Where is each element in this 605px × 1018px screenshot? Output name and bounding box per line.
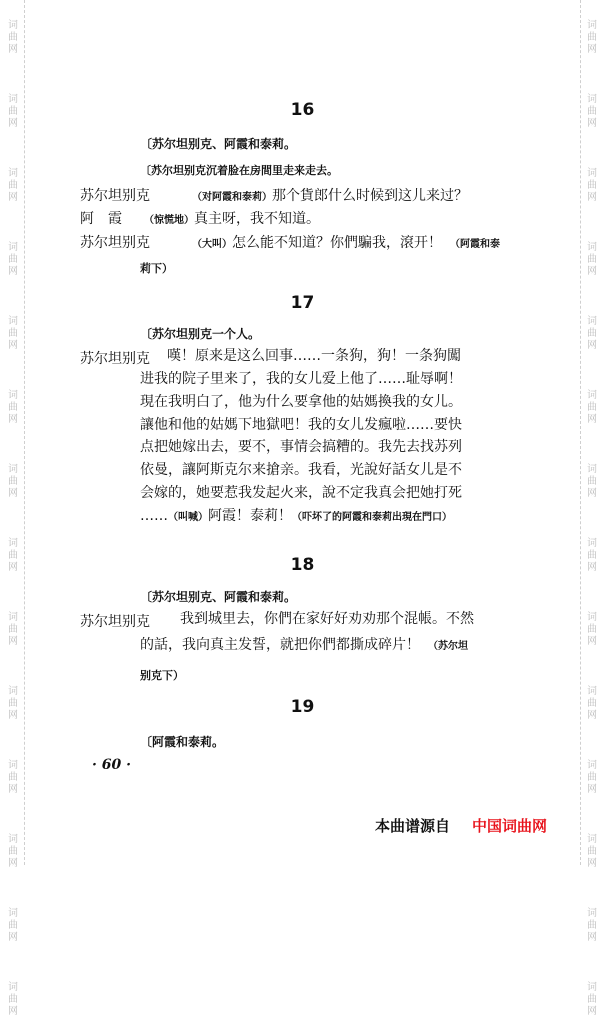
scene-18-stage-direction: 〔苏尔坦别克、阿霞和泰莉。 <box>140 590 297 604</box>
watermark-char: 网 <box>587 858 597 869</box>
watermark-group <box>587 168 597 204</box>
watermark-char: 网 <box>8 192 18 203</box>
watermark-char: 曲 <box>587 180 597 191</box>
watermark-char: 曲 <box>8 994 18 1005</box>
watermark-char: 网 <box>587 414 597 425</box>
scene-18-number: 18 <box>290 555 315 575</box>
dialogue-text: 真主呀，我不知道。 <box>194 211 320 227</box>
watermark-char: 曲 <box>587 698 597 709</box>
watermark-char: 曲 <box>8 476 18 487</box>
watermark-char: 网 <box>8 414 18 425</box>
page-number: · 60 · <box>92 757 131 773</box>
watermark-char: 词 <box>587 390 597 401</box>
watermark-char: 网 <box>8 118 18 129</box>
watermark-char: 网 <box>8 1006 18 1017</box>
scene-17-stage-direction: 〔苏尔坦别克一个人。 <box>140 327 261 341</box>
ellipsis: …… <box>140 507 168 524</box>
scene-18-line-2 <box>140 634 485 659</box>
watermark-group <box>587 316 597 352</box>
watermark-char: 词 <box>8 242 18 253</box>
watermark-char: 网 <box>587 118 597 129</box>
scene-19-stage-direction: 〔阿霞和泰莉。 <box>140 735 225 749</box>
watermark-char: 词 <box>8 538 18 549</box>
watermark-char: 网 <box>587 340 597 351</box>
watermark-char: 网 <box>587 1006 597 1017</box>
scene-16-line-3 <box>80 232 500 252</box>
watermark-char: 网 <box>8 44 18 55</box>
scene-16-stage-direction: 〔苏尔坦别克、阿霞和泰莉。 <box>140 137 297 151</box>
watermark-group <box>8 464 18 500</box>
scene-16-line-1 <box>80 185 468 205</box>
watermark-char: 曲 <box>8 624 18 635</box>
scene-16-line-2 <box>80 208 320 228</box>
watermark-char: 曲 <box>587 254 597 265</box>
watermark-char: 曲 <box>8 328 18 339</box>
watermark-char: 词 <box>587 982 597 993</box>
watermark-group <box>8 908 18 944</box>
watermark-char: 曲 <box>587 846 597 857</box>
watermark-group <box>587 908 597 944</box>
watermark-group <box>8 316 18 352</box>
dialogue-text: 那个貨郎什么时候到这儿来过？ <box>272 188 468 204</box>
watermark-char: 网 <box>587 266 597 277</box>
scene-16-exit-continued: 莉下） <box>140 262 173 275</box>
watermark-char: 曲 <box>587 32 597 43</box>
watermark-char: 词 <box>8 94 18 105</box>
watermark-group <box>587 242 597 278</box>
watermark-char: 词 <box>8 760 18 771</box>
watermark-char: 网 <box>8 562 18 573</box>
dialogue-text: 的話，我向真主发誓，就把你們都撕成碎片！ <box>140 637 420 653</box>
watermark-char: 词 <box>587 760 597 771</box>
watermark-char: 词 <box>587 834 597 845</box>
monologue-line: 現在我明白了，他为什么要拿他的姑媽換我的女儿。 <box>140 393 462 410</box>
monologue-last-line <box>140 505 485 530</box>
watermark-char: 词 <box>8 834 18 845</box>
watermark-group <box>8 20 18 56</box>
watermark-group <box>8 982 18 1018</box>
watermark-char: 曲 <box>8 846 18 857</box>
speaker-name: 苏尔坦别克 <box>80 188 150 204</box>
watermark-group <box>8 760 18 796</box>
watermark-char: 曲 <box>587 624 597 635</box>
watermark-char: 词 <box>587 686 597 697</box>
source-footer <box>375 815 547 836</box>
monologue-line: 点把她嫁出去，要不，事情会搞糟的。我先去找苏列 <box>140 439 462 456</box>
watermark-char: 曲 <box>8 32 18 43</box>
watermark-group <box>587 390 597 426</box>
watermark-char: 词 <box>587 94 597 105</box>
left-watermark-strip <box>2 0 25 1017</box>
watermark-char: 曲 <box>587 106 597 117</box>
speaker-name: 苏尔坦别克 <box>80 235 150 251</box>
source-prefix: 本曲谱源自 <box>375 817 451 835</box>
watermark-char: 曲 <box>8 698 18 709</box>
watermark-char: 词 <box>8 168 18 179</box>
watermark-char: 网 <box>587 488 597 499</box>
watermark-char: 曲 <box>587 402 597 413</box>
stage-paren: （叫喊） <box>168 511 208 523</box>
watermark-char: 网 <box>8 636 18 647</box>
watermark-char: 网 <box>587 44 597 55</box>
watermark-char: 词 <box>587 612 597 623</box>
watermark-char: 网 <box>8 932 18 943</box>
watermark-char: 曲 <box>8 920 18 931</box>
watermark-char: 网 <box>587 932 597 943</box>
watermark-char: 曲 <box>8 402 18 413</box>
watermark-char: 词 <box>8 20 18 31</box>
scene-17-monologue-body <box>140 368 485 530</box>
watermark-char: 词 <box>8 612 18 623</box>
watermark-char: 曲 <box>587 994 597 1005</box>
watermark-char: 词 <box>8 464 18 475</box>
watermark-char: 曲 <box>587 920 597 931</box>
monologue-line: 嘆！原来是这么回事……一条狗，狗！一条狗闖 <box>167 348 461 364</box>
exit-paren: （阿霞和泰 <box>450 239 500 250</box>
monologue-line: 会嫁的，她要惹我发起火来，說不定我真会把她打死 <box>140 484 462 501</box>
watermark-group <box>587 464 597 500</box>
watermark-group <box>8 242 18 278</box>
dialogue-line: 我到城里去，你們在家好好劝劝那个混帳。不然 <box>180 611 474 627</box>
watermark-char: 词 <box>587 908 597 919</box>
watermark-char: 曲 <box>8 106 18 117</box>
watermark-char: 词 <box>587 538 597 549</box>
watermark-char: 网 <box>587 710 597 721</box>
scene-17-number: 17 <box>290 293 315 313</box>
scene-17-monologue <box>167 345 487 368</box>
watermark-char: 词 <box>587 20 597 31</box>
right-watermark-strip <box>580 0 603 1017</box>
monologue-line: 依曼，讓阿斯克尔来搶亲。我看，光說好話女儿是不 <box>140 462 462 479</box>
watermark-char: 曲 <box>8 254 18 265</box>
scene-16-number: 16 <box>290 100 315 120</box>
watermark-char: 曲 <box>8 180 18 191</box>
watermark-group <box>8 390 18 426</box>
scene-17-speaker: 苏尔坦别克 <box>80 351 150 367</box>
dialogue-line <box>140 634 485 659</box>
watermark-char: 网 <box>8 340 18 351</box>
scene-16-sub-direction: 〔苏尔坦别克沉着脸在房間里走来走去。 <box>140 164 338 177</box>
watermark-char: 网 <box>587 636 597 647</box>
dialogue-text: 阿霞！泰莉！ <box>208 507 292 524</box>
watermark-char: 曲 <box>587 772 597 783</box>
speaker-name: 阿 霞 <box>80 211 122 227</box>
exit-paren: （苏尔坦 <box>428 641 468 652</box>
watermark-char: 网 <box>8 266 18 277</box>
scene-18-line-1 <box>180 608 490 631</box>
watermark-char: 网 <box>8 710 18 721</box>
scene-18-speaker: 苏尔坦别克 <box>80 614 150 630</box>
monologue-line: 讓他和他的姑媽下地獄吧！我的女儿发瘋啦……要快 <box>140 416 462 433</box>
watermark-char: 曲 <box>587 550 597 561</box>
watermark-char: 网 <box>587 784 597 795</box>
watermark-char: 词 <box>587 464 597 475</box>
watermark-char: 曲 <box>8 550 18 561</box>
watermark-char: 网 <box>587 562 597 573</box>
stage-paren: （对阿霞和泰莉） <box>192 192 272 203</box>
watermark-group <box>8 612 18 648</box>
source-site-link[interactable]: 中国词曲网 <box>472 817 548 835</box>
watermark-group <box>587 982 597 1018</box>
watermark-char: 词 <box>587 168 597 179</box>
watermark-char: 曲 <box>587 328 597 339</box>
watermark-char: 词 <box>587 316 597 327</box>
watermark-char: 网 <box>8 784 18 795</box>
watermark-group <box>587 20 597 56</box>
stage-paren: （惊慌地） <box>144 215 194 226</box>
watermark-char: 曲 <box>8 772 18 783</box>
watermark-char: 词 <box>8 982 18 993</box>
watermark-char: 词 <box>8 908 18 919</box>
stage-paren: （吓坏了的阿霞和泰莉出現在門口） <box>292 511 452 523</box>
watermark-char: 网 <box>8 858 18 869</box>
watermark-char: 网 <box>587 192 597 203</box>
monologue-line: 进我的院子里来了，我的女儿爱上他了……耻辱啊！ <box>140 371 462 387</box>
watermark-group <box>8 168 18 204</box>
watermark-char: 曲 <box>587 476 597 487</box>
watermark-char: 网 <box>8 488 18 499</box>
watermark-char: 词 <box>8 316 18 327</box>
dialogue-text: 怎么能不知道？你們騙我，滾开！ <box>232 235 442 251</box>
watermark-char: 词 <box>8 390 18 401</box>
watermark-group <box>587 612 597 648</box>
stage-paren: （大叫） <box>192 239 232 250</box>
watermark-group <box>587 760 597 796</box>
watermark-char: 词 <box>587 242 597 253</box>
scene-18-exit-continued: 别克下） <box>140 669 184 682</box>
watermark-char: 词 <box>8 686 18 697</box>
scene-19-number: 19 <box>290 697 315 717</box>
